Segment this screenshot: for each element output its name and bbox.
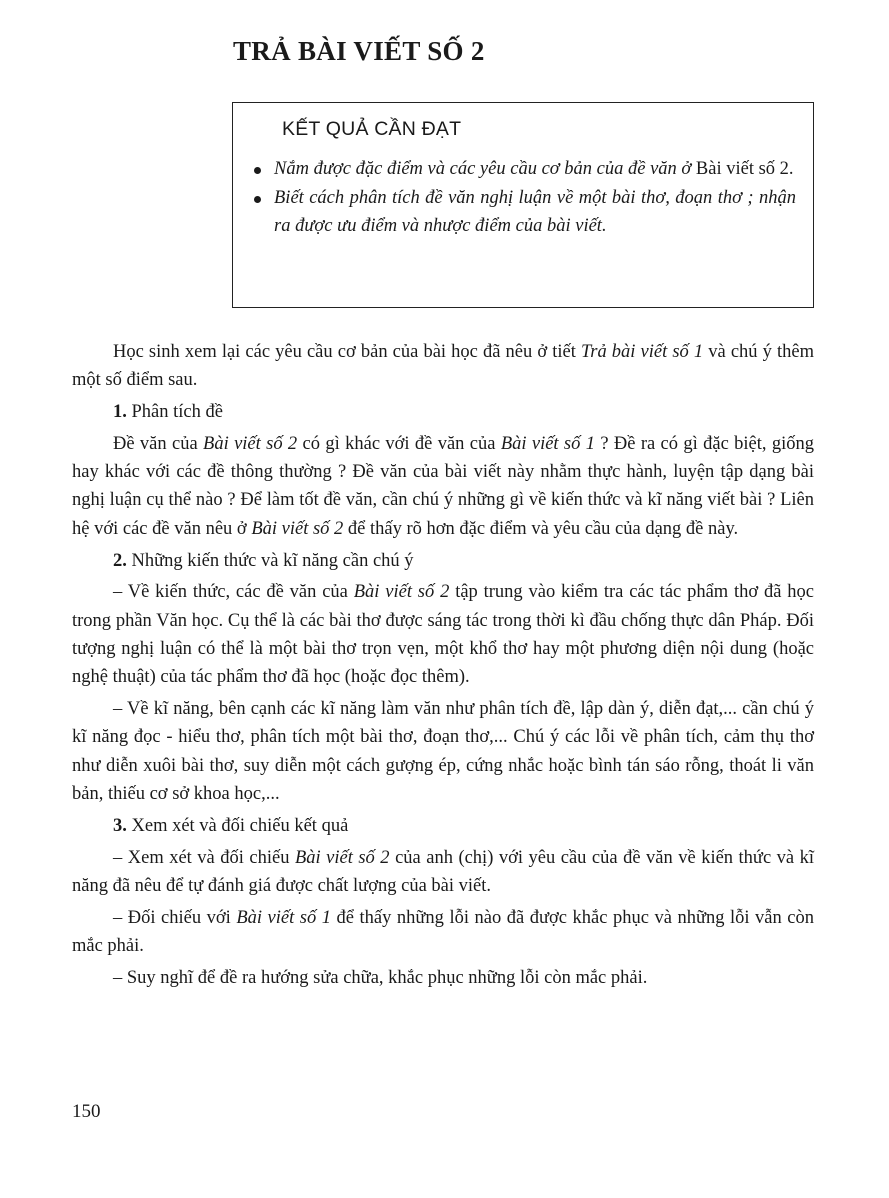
goals-heading: KẾT QUẢ CẦN ĐẠT xyxy=(282,118,462,140)
main-text xyxy=(72,338,814,996)
section-heading-1: 1. Phân tích đề xyxy=(113,402,223,423)
section-heading-3: 3. Xem xét và đối chiếu kết quả xyxy=(113,815,349,836)
knowledge-paragraph: – Về kiến thức, các đề văn của Bài viết số 2 tập trung vào kiểm tra các tác phẩm thơ đã học trong phần Văn học. Cụ thể là các bài thơ được sáng tác trong thời kì đầu chống thực dân Pháp. Đối tượng nghị luận có thể là một bài thơ trọn vẹn, một khổ thơ hay một phương diện nội dung (hoặc nghệ thuật) của tác phẩm thơ đã học (hoặc đọc thêm). xyxy=(72,582,815,688)
bullet-icon xyxy=(254,167,261,174)
page-number: 150 xyxy=(72,1101,101,1122)
review-paragraph: – Xem xét và đối chiếu Bài viết số 2 của anh (chị) với yêu cầu của đề văn về kiến thức và kĩ năng đã nêu để tự đánh giá được chất lượng của bài viết. xyxy=(72,847,815,896)
goal-item: Nắm được đặc điểm và các yêu cầu cơ bản của đề văn ở Bài viết số 2. xyxy=(251,155,796,184)
compare-paragraph: – Đối chiếu với Bài viết số 1 để thấy những lỗi nào đã được khắc phục và những lỗi vẫn còn mắc phải. xyxy=(72,907,815,956)
bullet-icon xyxy=(254,196,261,203)
learning-goals-box xyxy=(232,102,814,308)
intro-paragraph: Học sinh xem lại các yêu cầu cơ bản của bài học đã nêu ở tiết Trả bài viết số 1 và chú ý thêm một số điểm sau. xyxy=(72,342,815,391)
skills-paragraph: – Về kĩ năng, bên cạnh các kĩ năng làm văn như phân tích đề, lập dàn ý, diễn đạt,... cần chú ý kĩ năng đọc - hiểu thơ, phân tích một bài thơ, đoạn thơ,... Chú ý các lỗi về phân tích, cảm thụ thơ như diễn xuôi bài thơ, suy diễn một cách gượng ép, cứng nhắc hoặc bình tán sáo rỗng, thoát li văn bản, thiếu cơ sở khoa học,... xyxy=(72,699,814,804)
fix-paragraph: – Suy nghĩ để đề ra hướng sửa chữa, khắc phục những lỗi còn mắc phải. xyxy=(113,967,648,988)
goals-list xyxy=(251,155,796,241)
section-heading-2: 2. Những kiến thức và kĩ năng cần chú ý xyxy=(113,550,414,571)
section1-paragraph: Đề văn của Bài viết số 2 có gì khác với đề văn của Bài viết số 1 ? Đề ra có gì đặc biệt, giống hay khác với các đề thông thường ? Đề văn của bài viết này nhằm thực hành, luyện tập dạng bài nghị luận cụ thể nào ? Để làm tốt đề văn, cần chú ý những gì về kiến thức và kĩ năng viết bài ? Liên hệ với các đề văn nêu ở Bài viết số 2 để thấy rõ hơn đặc điểm và yêu cầu của dạng đề này. xyxy=(72,433,815,539)
goal-item: Biết cách phân tích đề văn nghị luận về một bài thơ, đoạn thơ ; nhận ra được ưu điểm và nhược điểm của bài viết. xyxy=(251,184,796,241)
page-title: TRẢ BÀI VIẾT SỐ 2 xyxy=(233,36,485,66)
